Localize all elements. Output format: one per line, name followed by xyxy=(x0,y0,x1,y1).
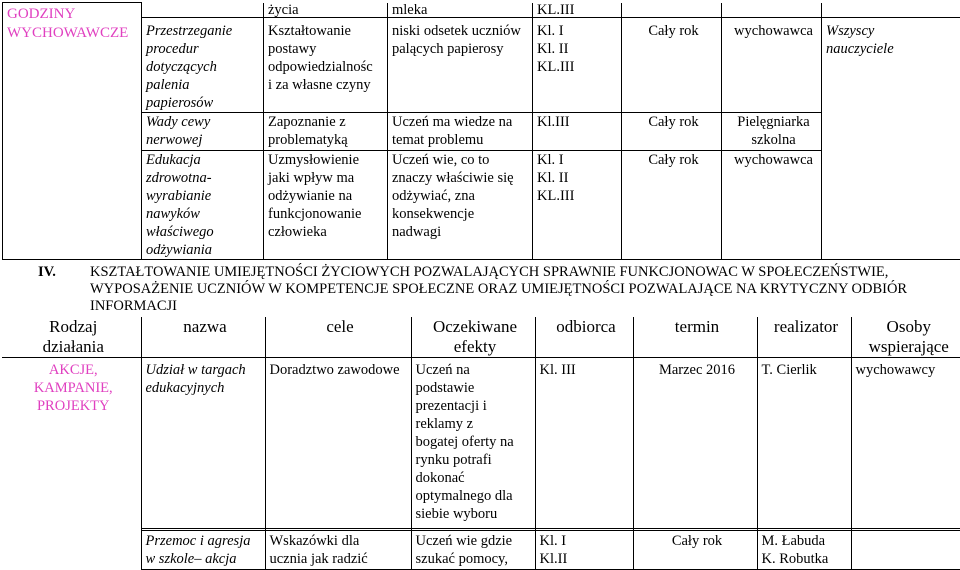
audience-cell: KL.III xyxy=(533,3,622,18)
realizer-cell xyxy=(722,3,822,18)
header-osoby: Osoby wspierające xyxy=(851,317,960,358)
term-cell: Cały rok xyxy=(622,113,722,151)
effect-cell: mleka xyxy=(388,3,533,18)
realizer-cell: M. Łabuda K. Robutka xyxy=(757,529,851,570)
table-row xyxy=(3,151,960,260)
life-skills-table-continued xyxy=(2,528,960,570)
topic-cell: Przestrzeganie procedur dotyczących palenia papierosów xyxy=(142,18,264,113)
section-heading: KSZTAŁTOWANIE UMIEJĘTNOŚCI ŻYCIOWYCH POZWALAJĄCYCH SPRAWNIE FUNKCJONOWAC W SPOŁECZEŃSTWIE, WYPOSAŻENIE UCZNIÓW W KOMPETENCJE SPOŁECZNE ORAZ UMIEJĘTNOŚCI POZWALAJĄCE NA KRYTYCZNY ODBIÓR INFORMACJI xyxy=(90,264,950,315)
topic-cell: Wady cewy nerwowej xyxy=(142,113,264,151)
realizer-cell: wychowawca xyxy=(722,151,822,260)
term-cell: Cały rok xyxy=(622,18,722,113)
term-cell xyxy=(622,3,722,18)
health-program-table xyxy=(2,2,960,260)
table-header-row xyxy=(2,317,960,358)
support-cell xyxy=(822,3,960,18)
support-cell: wychowawcy xyxy=(851,358,960,531)
support-cell: Wszyscy nauczyciele xyxy=(822,18,960,260)
header-efekty: Oczekiwane efekty xyxy=(411,317,535,358)
life-skills-table xyxy=(2,317,960,531)
support-cell xyxy=(851,529,960,570)
table-row xyxy=(3,3,960,18)
realizer-cell: wychowawca xyxy=(722,18,822,113)
header-odbiorca: odbiorca xyxy=(535,317,633,358)
table-row xyxy=(2,358,960,531)
header-termin: termin xyxy=(633,317,757,358)
goal-cell: Kształtowanie postawy odpowiedzialnośc i za własne czyny xyxy=(264,18,388,113)
header-rodzaj: Rodzaj działania xyxy=(2,317,141,358)
realizer-cell: Pielęgniarka szkolna xyxy=(722,113,822,151)
header-cele: cele xyxy=(265,317,411,358)
table-row xyxy=(2,529,960,570)
activity-type-cell xyxy=(2,529,141,570)
section-number: IV. xyxy=(38,264,56,281)
activity-type-cell: GODZINY WYCHOWAWCZE xyxy=(3,3,142,260)
name-cell: Udział w targach edukacyjnych xyxy=(141,358,265,531)
table-row xyxy=(3,18,960,113)
topic-cell: Edukacja zdrowotna- wyrabianie nawyków właściwego odżywiania xyxy=(142,151,264,260)
effect-cell: Uczeń na podstawie prezentacji i reklamy z bogatej oferty na rynku potrafi dokonać optymalnego dla siebie wyboru xyxy=(411,358,535,531)
audience-cell: Kl. I Kl.II xyxy=(535,529,633,570)
realizer-cell: T. Cierlik xyxy=(757,358,851,531)
goal-cell: Wskazówki dla ucznia jak radzić xyxy=(265,529,411,570)
term-cell: Cały rok xyxy=(622,151,722,260)
audience-cell: Kl.III xyxy=(533,113,622,151)
name-cell: Przemoc i agresja w szkole– akcja xyxy=(141,529,265,570)
header-realizator: realizator xyxy=(757,317,851,358)
audience-cell: Kl. I Kl. II KL.III xyxy=(533,18,622,113)
table-row xyxy=(3,113,960,151)
audience-cell: Kl. III xyxy=(535,358,633,531)
header-nazwa: nazwa xyxy=(141,317,265,358)
effect-cell: Uczeń wie gdzie szukać pomocy, xyxy=(411,529,535,570)
term-cell: Marzec 2016 xyxy=(633,358,757,531)
audience-cell: Kl. I Kl. II KL.III xyxy=(533,151,622,260)
effect-cell: niski odsetek uczniów palących papierosy xyxy=(388,18,533,113)
goal-cell: Zapoznanie z problematyką xyxy=(264,113,388,151)
term-cell: Cały rok xyxy=(633,529,757,570)
effect-cell: Uczeń ma wiedze na temat problemu xyxy=(388,113,533,151)
goal-cell: Doradztwo zawodowe xyxy=(265,358,411,531)
activity-type-cell: AKCJE, KAMPANIE, PROJEKTY xyxy=(2,358,141,531)
topic-cell xyxy=(142,3,264,18)
effect-cell: Uczeń wie, co to znaczy właściwie się odżywiać, zna konsekwencje nadwagi xyxy=(388,151,533,260)
goal-cell: Uzmysłowienie jaki wpływ ma odżywianie na funkcjonowanie człowieka xyxy=(264,151,388,260)
goal-cell: życia xyxy=(264,3,388,18)
